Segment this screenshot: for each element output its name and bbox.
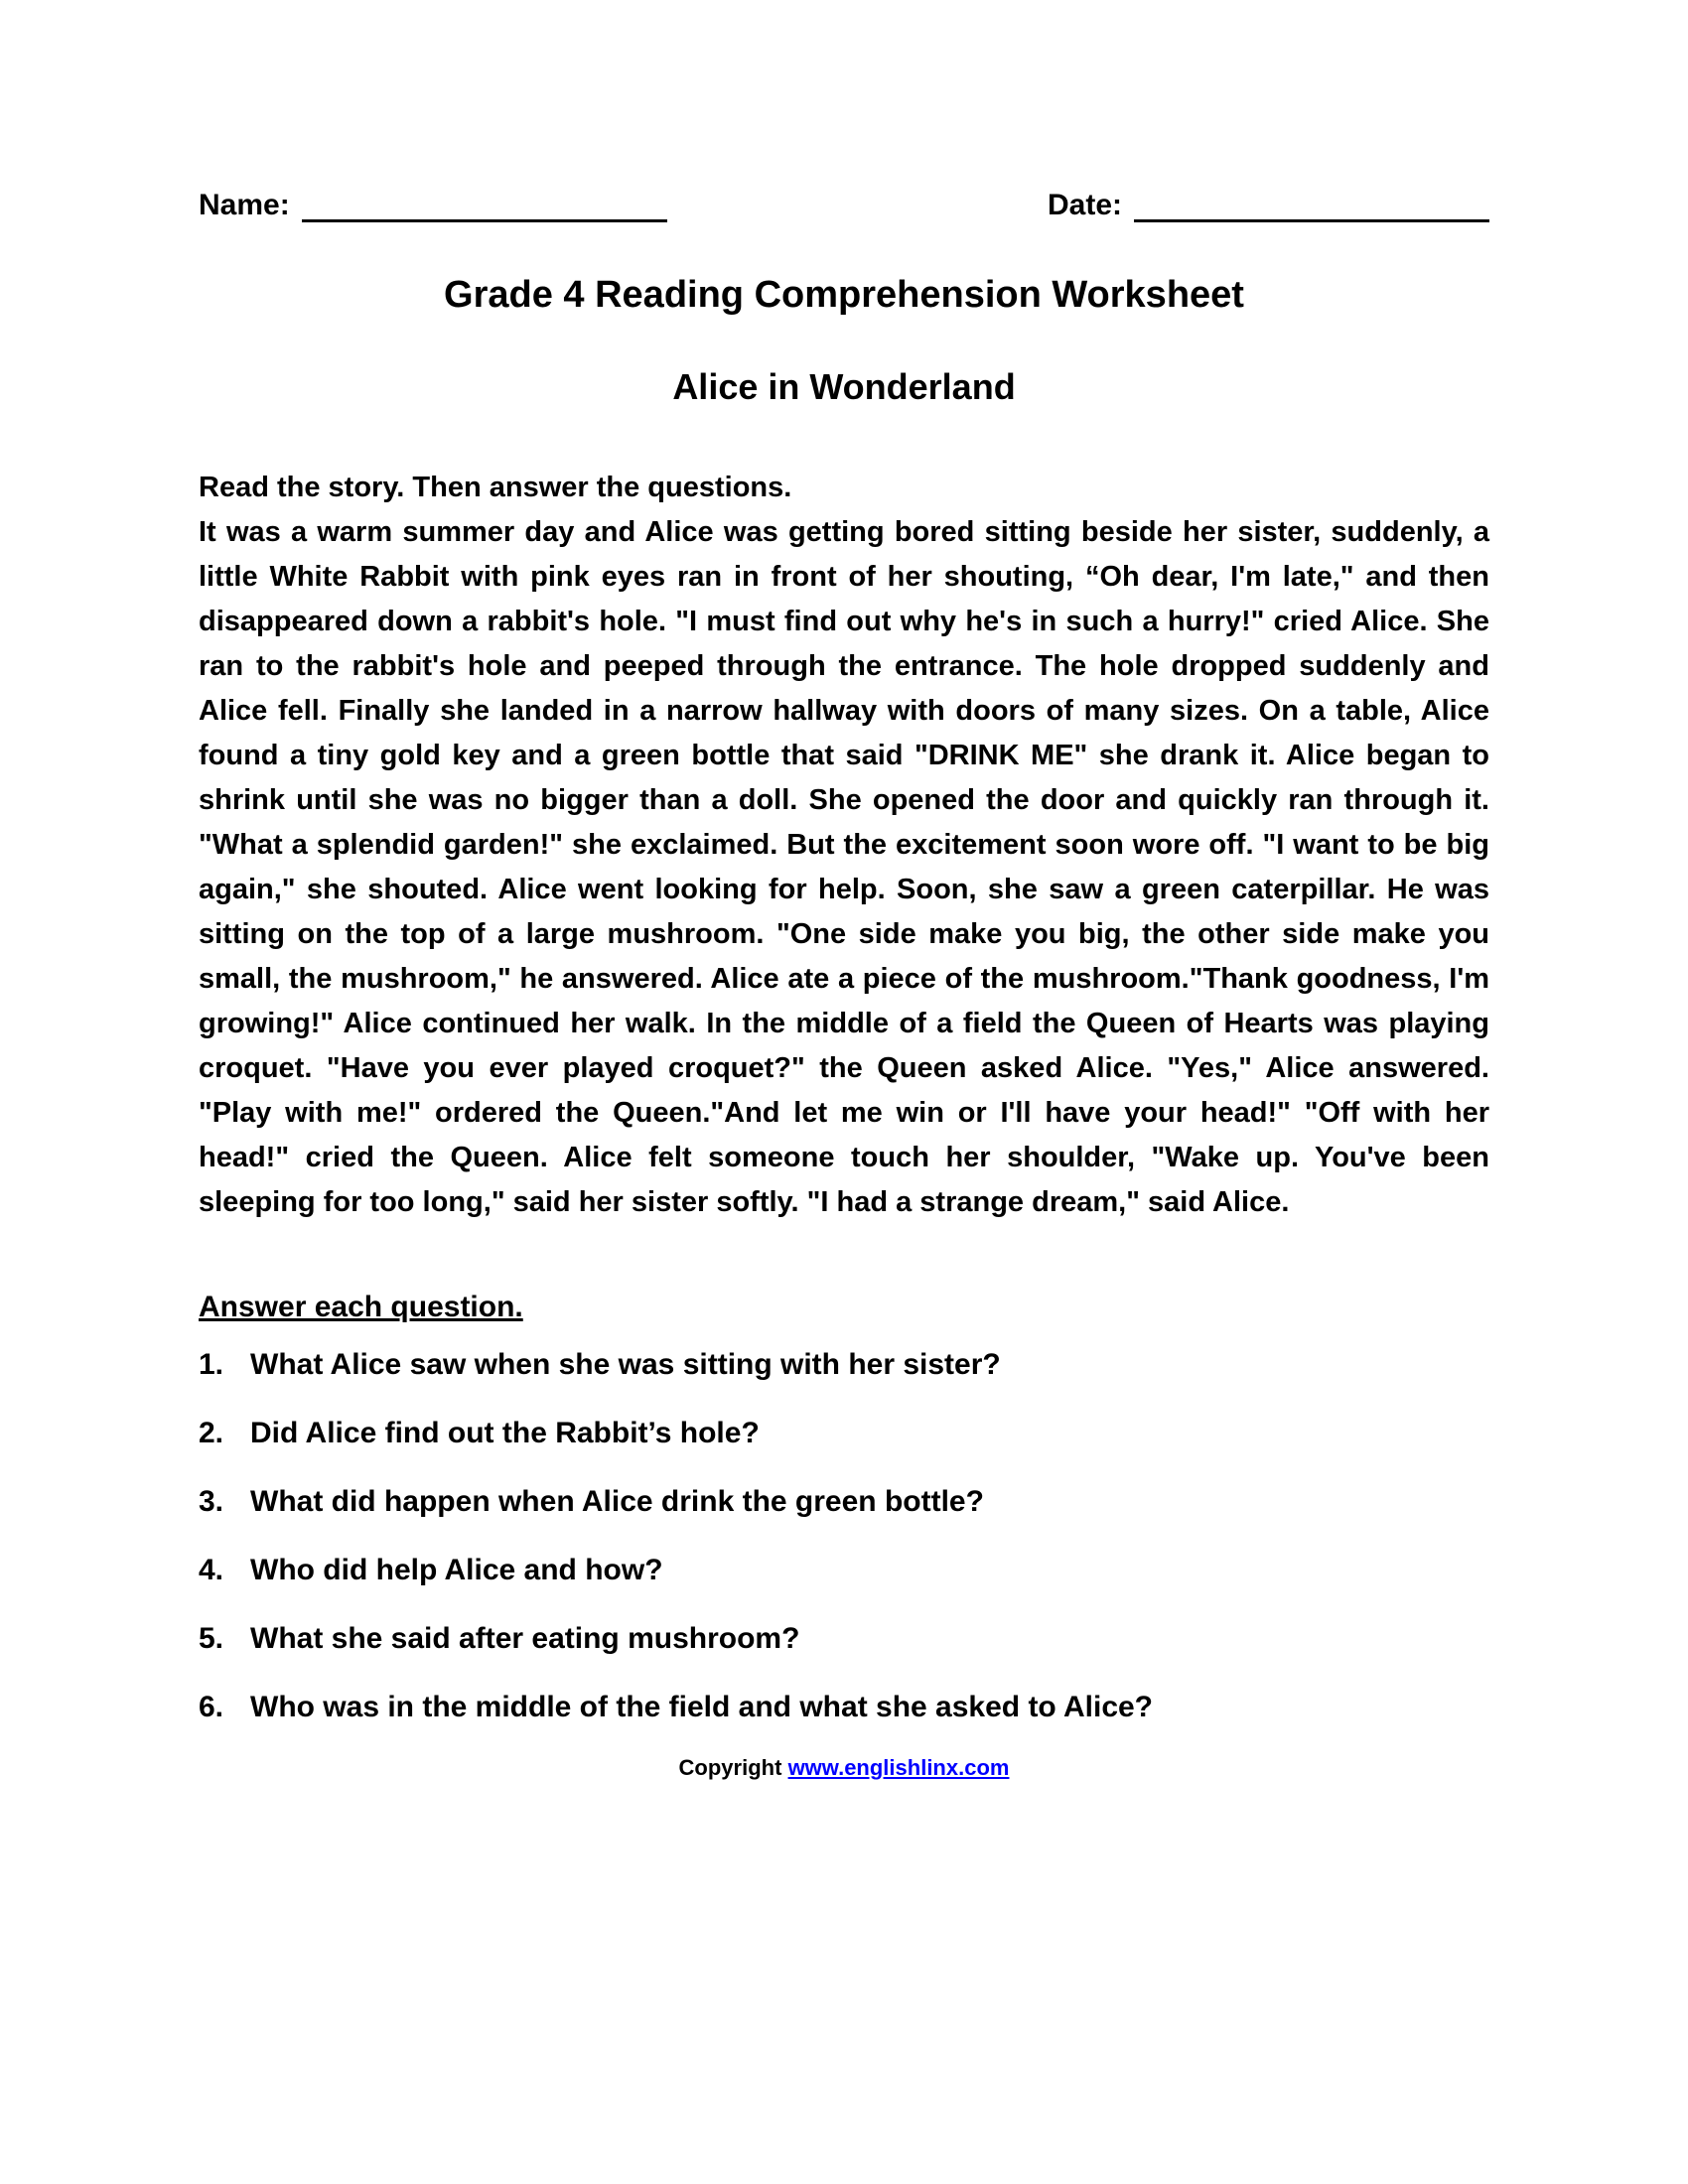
- question-text: Did Alice find out the Rabbit’s hole?: [250, 1417, 760, 1449]
- instruction-text: Read the story. Then answer the questions.: [199, 472, 792, 503]
- date-blank[interactable]: [1134, 190, 1489, 222]
- question-text: What Alice saw when she was sitting with her sister?: [250, 1348, 1001, 1381]
- question-number: 3.: [199, 1485, 224, 1518]
- question-item: [199, 1687, 1489, 1728]
- page-title: Grade 4 Reading Comprehension Worksheet: [444, 274, 1244, 316]
- question-number: 6.: [199, 1691, 224, 1723]
- question-number: 1.: [199, 1348, 224, 1381]
- questions-header: Answer each question.: [199, 1291, 523, 1323]
- name-blank[interactable]: [302, 190, 667, 222]
- questions-list: [199, 1344, 1489, 1728]
- question-item: [199, 1618, 1489, 1660]
- copyright-label: Copyright: [678, 1755, 782, 1780]
- name-label: Name:: [199, 189, 290, 221]
- name-field-group: [199, 189, 667, 222]
- question-text: Who was in the middle of the field and what she asked to Alice?: [250, 1691, 1154, 1723]
- question-item: [199, 1413, 1489, 1454]
- copyright-link[interactable]: www.englishlinx.com: [787, 1755, 1010, 1780]
- question-number: 5.: [199, 1622, 224, 1655]
- question-item: [199, 1481, 1489, 1523]
- question-text: What did happen when Alice drink the green bottle?: [250, 1485, 984, 1518]
- date-field-group: [1048, 189, 1489, 222]
- header-row: [199, 189, 1489, 222]
- question-text: What she said after eating mushroom?: [250, 1622, 800, 1655]
- question-item: [199, 1344, 1489, 1386]
- question-number: 2.: [199, 1417, 224, 1449]
- question-number: 4.: [199, 1554, 224, 1586]
- footer: [199, 1755, 1489, 1781]
- story-title: Alice in Wonderland: [672, 366, 1016, 407]
- question-text: Who did help Alice and how?: [250, 1554, 663, 1586]
- story-paragraph: It was a warm summer day and Alice was getting bored sitting beside her sister, suddenly, a little White Rabbit with pink eyes ran in front of her shouting, “Oh dear, I'm late," and then disappeared down a rabbit's hole. "I must find out why he's in such a hurry!" cried Alice. She ran to the rabbit's hole and peeped through the entrance. The hole dropped suddenly and Alice fell. Finally she landed in a narrow hallway with doors of many sizes. On a table, Alice found a tiny gold key and a green bottle that said "DRINK ME" she drank it. Alice began to shrink until she was no bigger than a doll. She opened the door and quickly ran through it. "What a splendid garden!" she exclaimed. But the excitement soon wore off. "I want to be big again," she shouted. Alice went looking for help. Soon, she saw a green caterpillar. He was sitting on the top of a large mushroom. "One side make you big, the other side make you small, the mushroom," he answered. Alice ate a piece of the mushroom."Thank goodness, I'm growing!" Alice continued her walk. In the middle of a field the Queen of Hearts was playing croquet. "Have you ever played croquet?" the Queen asked Alice. "Yes," Alice answered. "Play with me!" ordered the Queen."And let me win or I'll have your head!" "Off with her head!" cried the Queen. Alice felt someone touch her shoulder, "Wake up. You've been sleeping for too long," said her sister softly. "I had a strange dream," said Alice.: [199, 516, 1489, 1218]
- question-item: [199, 1550, 1489, 1591]
- date-label: Date:: [1047, 189, 1122, 221]
